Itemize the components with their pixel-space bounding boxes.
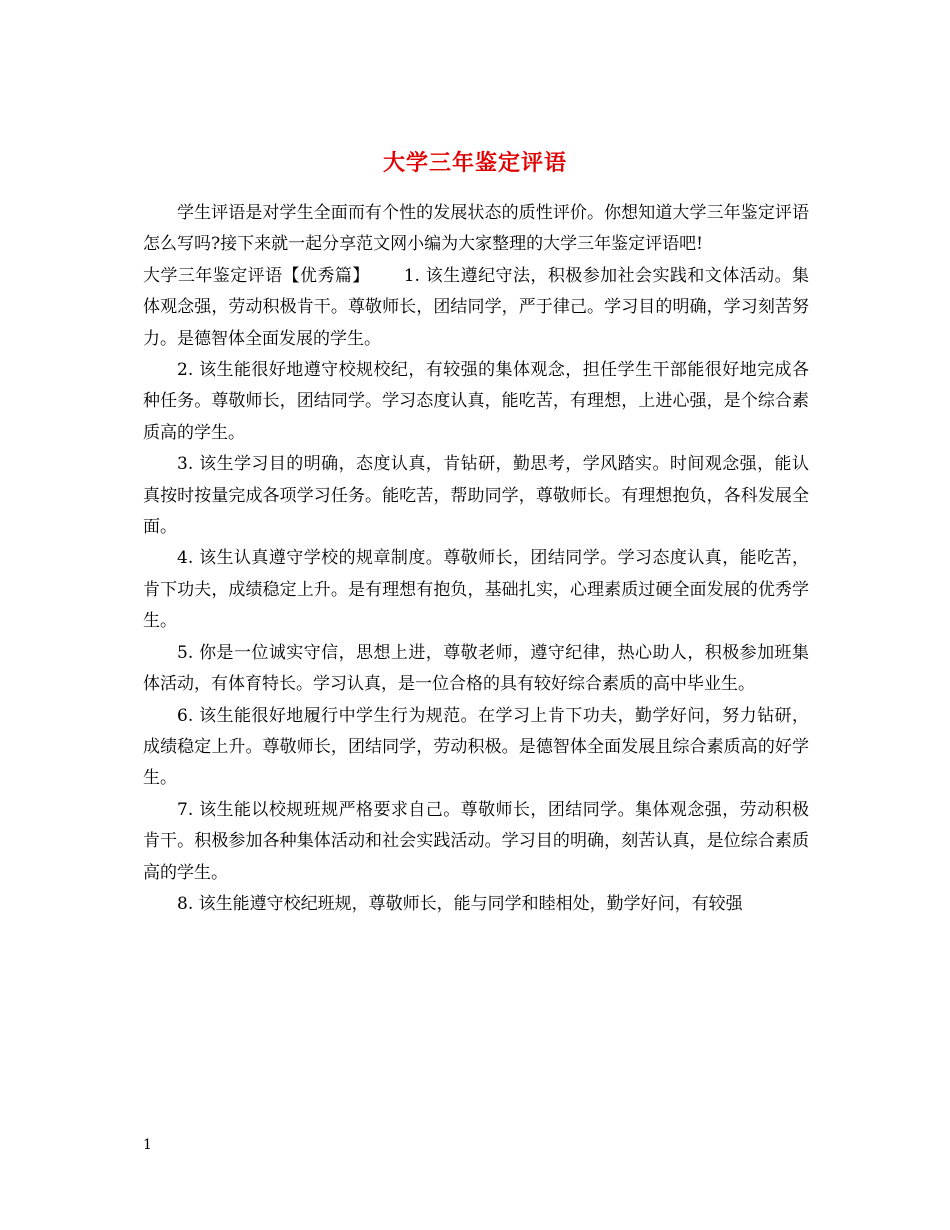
document-body — [143, 198, 809, 920]
list-item: 8. 该生能遵守校纪班规，尊敬师长，能与同学和睦相处，勤学好问，有较强 — [177, 893, 743, 914]
section-paragraph — [143, 261, 809, 355]
list-item: 6. 该生能很好地履行中学生行为规范。在学习上肯下功夫，勤学好问，努力钻研，成绩稳定上升。尊敬师长，团结同学，劳动积极。是德智体全面发展且综合素质高的好学生。 — [143, 705, 809, 789]
list-item: 2. 该生能很好地遵守校规校纪，有较强的集体观念，担任学生干部能很好地完成各种任务。尊敬师长，团结同学。学习态度认真，能吃苦，有理想，上进心强，是个综合素质高的学生。 — [143, 360, 809, 443]
page-number: 1 — [143, 1137, 152, 1153]
section-heading: 大学三年鉴定评语【优秀篇】 — [143, 265, 370, 286]
list-item: 7. 该生能以校规班规严格要求自己。尊敬师长，团结同学。集体观念强，劳动积极肯干。积极参加各种集体活动和社会实践活动。学习目的明确，刻苦认真，是位综合素质高的学生。 — [143, 799, 809, 883]
list-item: 3. 该生学习目的明确，态度认真，肯钻研，勤思考，学风踏实。时间观念强，能认真按时按量完成各项学习任务。能吃苦，帮助同学，尊敬师长。有理想抱负，各科发展全面。 — [143, 454, 809, 538]
list-item: 1. 该生遵纪守法，积极参加社会实践和文体活动。集体观念强，劳动积极肯干。尊敬师长，团结同学，严于律己。学习目的明确，学习刻苦努力。是德智体全面发展的学生。 — [143, 265, 810, 349]
document-title: 大学三年鉴定评语 — [382, 149, 567, 176]
list-item: 5. 你是一位诚实守信，思想上进，尊敬老师，遵守纪律，热心助人，积极参加班集体活动，有体育特长。学习认真，是一位合格的具有较好综合素质的高中毕业生。 — [143, 642, 809, 695]
list-item: 4. 该生认真遵守学校的规章制度。尊敬师长，团结同学。学习态度认真，能吃苦，肯下功夫，成绩稳定上升。是有理想有抱负，基础扎实，心理素质过硬全面发展的优秀学生。 — [143, 548, 809, 632]
intro-paragraph: 学生评语是对学生全面而有个性的发展状态的质性评价。你想知道大学三年鉴定评语怎么写吗?接下来就一起分享范文网小编为大家整理的大学三年鉴定评语吧! — [143, 203, 809, 255]
